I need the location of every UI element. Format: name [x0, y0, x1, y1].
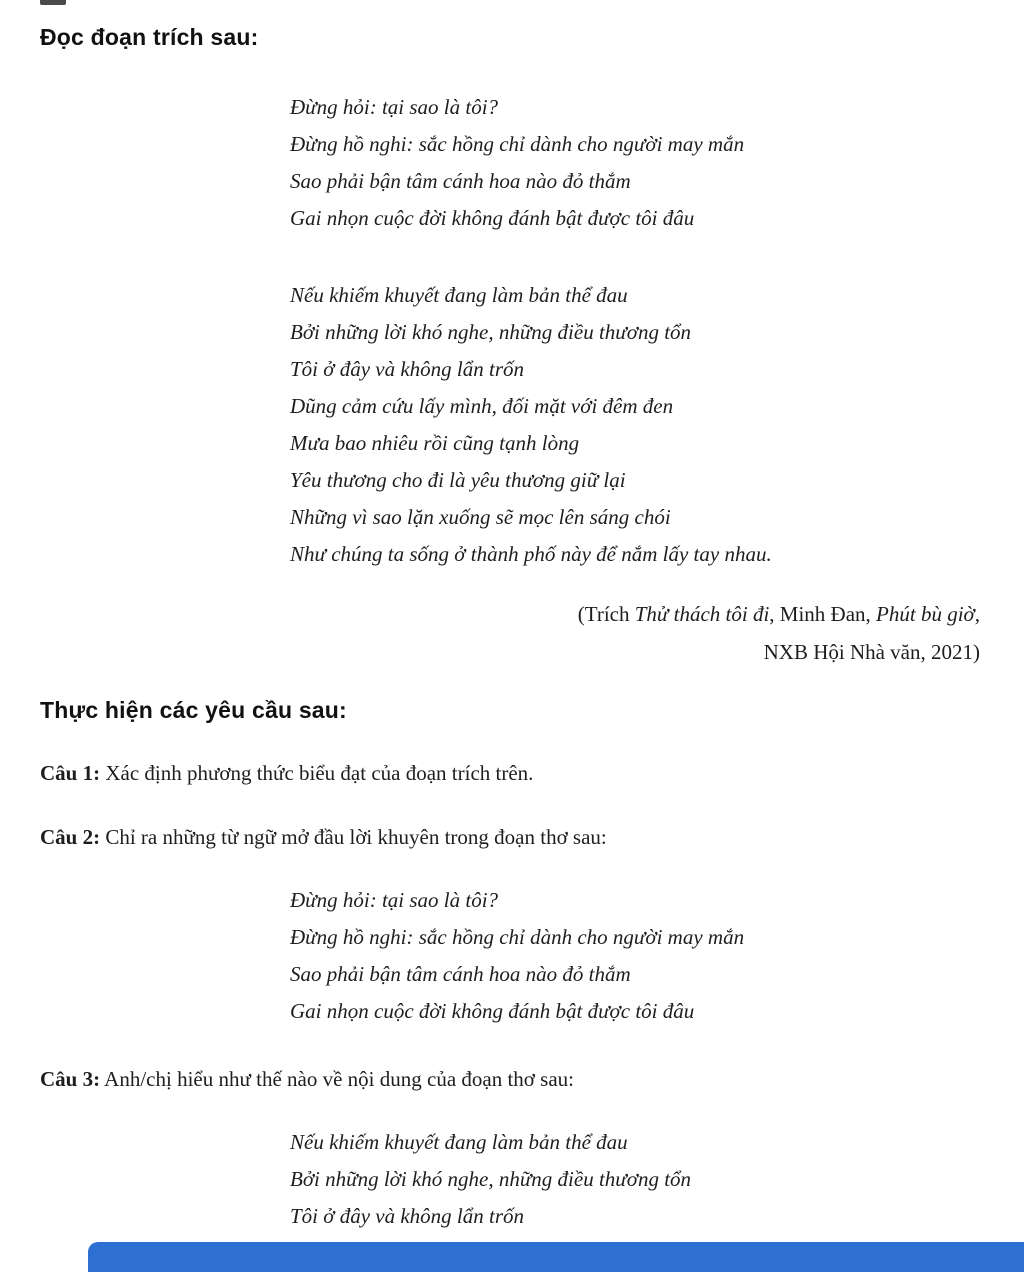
attribution-work-title: Thử thách tôi đi	[634, 602, 770, 626]
question-1-label: Câu 1:	[40, 761, 101, 785]
question-2-poem	[290, 882, 980, 1030]
question-3-label: Câu 3:	[40, 1067, 101, 1091]
poem-line: Mưa bao nhiêu rồi cũng tạnh lòng	[290, 431, 580, 455]
poem-line: Dũng cảm cứu lấy mình, đối mặt với đêm đen	[290, 394, 674, 418]
attribution-line-2: NXB Hội Nhà văn, 2021)	[763, 640, 980, 664]
attribution-prefix: (Trích	[577, 602, 635, 626]
question-2-text: Chỉ ra những từ ngữ mở đầu lời khuyên trong đoạn thơ sau:	[100, 825, 607, 849]
read-excerpt-heading: Đọc đoạn trích sau:	[40, 24, 259, 50]
cropped-text-remnant	[40, 0, 66, 5]
question-1-text: Xác định phương thức biểu đạt của đoạn trích trên.	[100, 761, 534, 785]
poem-line: Yêu thương cho đi là yêu thương giữ lại	[290, 468, 626, 492]
poem-line: Những vì sao lặn xuống sẽ mọc lên sáng chói	[290, 505, 671, 529]
question-2-label: Câu 2:	[40, 825, 101, 849]
bottom-banner[interactable]	[88, 1242, 1024, 1272]
poem-line: Như chúng ta sống ở thành phố này để nắm lấy tay nhau.	[290, 542, 772, 566]
poem-line: Nếu khiếm khuyết đang làm bản thể đau	[290, 1130, 628, 1154]
poem-line: Đừng hỏi: tại sao là tôi?	[290, 888, 499, 912]
attribution-line-1	[40, 595, 980, 633]
poem-line: Đừng hồ nghi: sắc hồng chỉ dành cho người may mắn	[290, 925, 745, 949]
poem-line: Tôi ở đây và không lẩn trốn	[290, 1204, 525, 1228]
poem-line: Sao phải bận tâm cánh hoa nào đỏ thắm	[290, 169, 631, 193]
poem-line: Sao phải bận tâm cánh hoa nào đỏ thắm	[290, 962, 631, 986]
attribution-author: , Minh Đan,	[769, 602, 877, 626]
poem-line: Tôi ở đây và không lẩn trốn	[290, 357, 525, 381]
attribution-comma: ,	[974, 602, 980, 626]
question-3-poem	[290, 1124, 980, 1235]
poem-line: Gai nhọn cuộc đời không đánh bật được tôi đâu	[290, 206, 695, 230]
poem-stanza-2	[290, 277, 980, 573]
question-1	[40, 758, 980, 788]
poem-line: Gai nhọn cuộc đời không đánh bật được tôi đâu	[290, 999, 695, 1023]
source-attribution	[40, 595, 980, 671]
poem-line: Nếu khiếm khuyết đang làm bản thể đau	[290, 283, 628, 307]
poem-line: Bởi những lời khó nghe, những điều thương tổn	[290, 320, 692, 344]
question-2	[40, 822, 980, 852]
tasks-heading: Thực hiện các yêu cầu sau:	[40, 697, 347, 723]
poem-line: Đừng hỏi: tại sao là tôi?	[290, 95, 499, 119]
poem-stanza-1	[290, 89, 980, 237]
poem-line: Bởi những lời khó nghe, những điều thương tổn	[290, 1167, 692, 1191]
poem-line: Đừng hồ nghi: sắc hồng chỉ dành cho người may mắn	[290, 132, 745, 156]
attribution-collection-title: Phút bù giờ	[876, 602, 975, 626]
question-3	[40, 1064, 980, 1094]
question-3-text: Anh/chị hiểu như thế nào về nội dung của đoạn thơ sau:	[100, 1067, 574, 1091]
